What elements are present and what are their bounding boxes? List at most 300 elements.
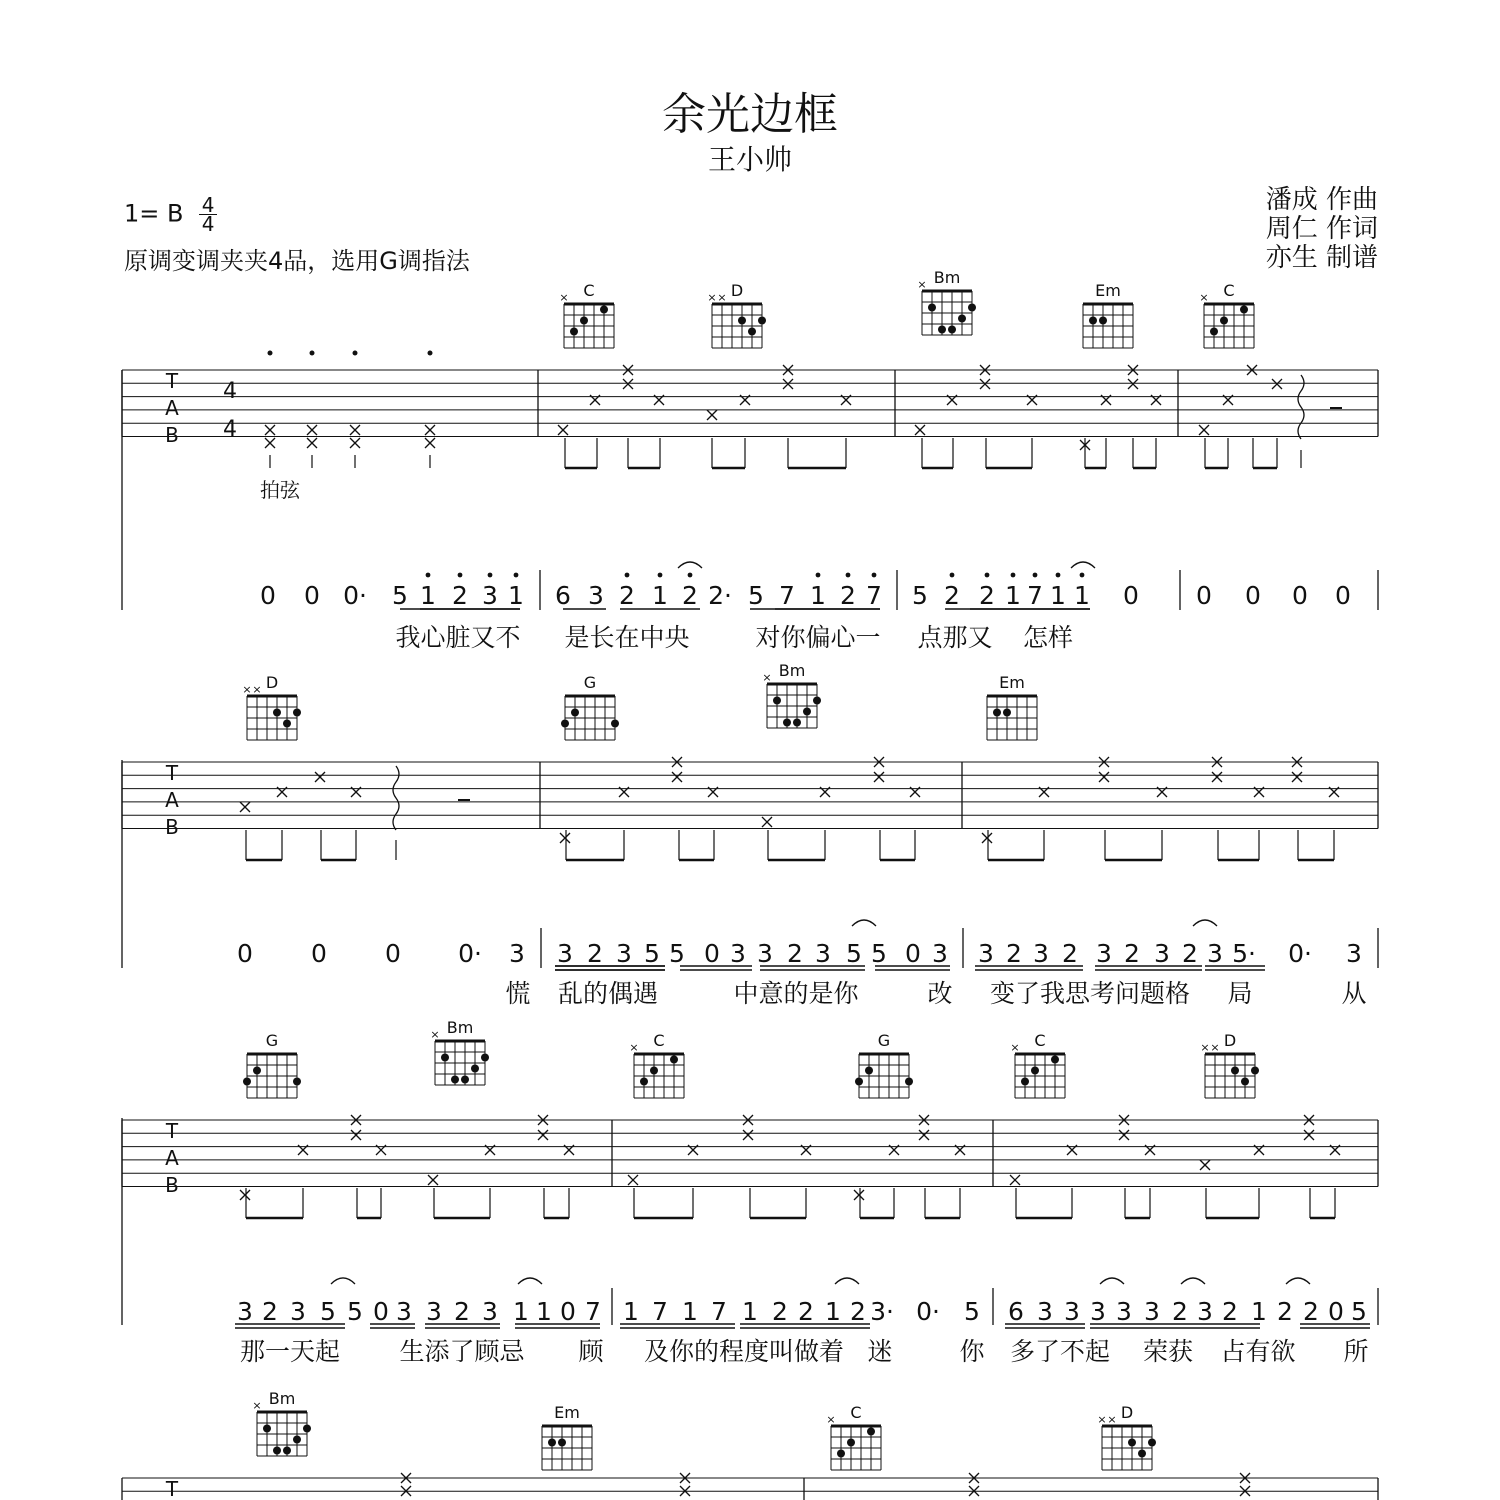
tab-note-x — [240, 1190, 250, 1200]
tab-label-t: T — [165, 1477, 179, 1500]
technique-label: 拍弦 — [260, 478, 300, 502]
jianpu-note: 0 — [1335, 581, 1351, 610]
tab-note-x — [428, 1175, 438, 1185]
chord-dot — [303, 1425, 311, 1433]
tie-arc — [1181, 1278, 1205, 1284]
octave-dot — [488, 573, 493, 578]
tie-arc — [1193, 920, 1217, 926]
lyric-line: 点那又 — [917, 623, 993, 652]
octave-dot — [1011, 573, 1016, 578]
jianpu-note: 3 — [1144, 1297, 1160, 1326]
chord-dot — [1089, 317, 1097, 325]
chord-dot — [905, 1078, 913, 1086]
jianpu-note: 2 — [262, 1297, 278, 1326]
rest-dot — [428, 351, 433, 356]
tab-label-t: T — [165, 1119, 179, 1143]
chord-name: G — [265, 1031, 279, 1050]
jianpu-note: 1 — [1074, 581, 1090, 610]
tab-note-x — [265, 438, 275, 448]
chord-dot — [461, 1076, 469, 1084]
jianpu-note: 7 — [585, 1297, 601, 1326]
jianpu-note: 3 — [396, 1297, 412, 1326]
jianpu-note: 2 — [850, 1297, 866, 1326]
tab-note-x — [1010, 1175, 1020, 1185]
tab-note-x — [1119, 1130, 1129, 1140]
jianpu-note: 0 — [237, 939, 253, 968]
tab-note-x — [425, 425, 435, 435]
jianpu-note: 1 — [825, 1297, 841, 1326]
chord-name: D — [730, 281, 744, 300]
jianpu-note: 2 — [1182, 939, 1198, 968]
jianpu-note: 3 — [1346, 939, 1362, 968]
chord-dot — [611, 720, 619, 728]
jianpu-note: 0 — [373, 1297, 389, 1326]
tab-note-x — [762, 817, 772, 827]
jianpu-note: 1 — [508, 581, 524, 610]
song-title: 余光边框 — [662, 89, 838, 140]
credit-lyricist: 周仁 作词 — [1265, 214, 1378, 244]
chord-name: Bm — [268, 1389, 296, 1408]
jianpu-note: 1 — [623, 1297, 639, 1326]
tie-arc — [678, 562, 702, 568]
tab-note-x — [240, 802, 250, 812]
chord-dot — [837, 1450, 845, 1458]
lyric-line: 迷 — [867, 1337, 893, 1366]
jianpu-note: 1 — [652, 581, 668, 610]
jianpu-note: 3 — [1037, 1297, 1053, 1326]
chord-dot — [1231, 1067, 1239, 1075]
chord-name: G — [877, 1031, 891, 1050]
jianpu-note: 2 — [1124, 939, 1140, 968]
lyric-line: 我心脏又不 — [395, 623, 521, 652]
lyric-line: 改 — [927, 979, 953, 1008]
chord-dot — [738, 317, 746, 325]
jianpu-note: 2 — [1303, 1297, 1319, 1326]
chord-dot — [293, 1078, 301, 1086]
chord-name: Bm — [933, 268, 961, 287]
tab-note-x — [538, 1130, 548, 1140]
jianpu-note: 3 — [1090, 1297, 1106, 1326]
chord-dot — [847, 1439, 855, 1447]
jianpu-note: 3 — [1116, 1297, 1132, 1326]
jianpu-note: 5 — [644, 939, 660, 968]
jianpu-note: 3 — [588, 581, 604, 610]
tab-note-x — [982, 833, 992, 843]
tie-arc — [1100, 1278, 1124, 1284]
chord-dot — [928, 304, 936, 312]
tab-note-x — [1200, 1160, 1210, 1170]
jianpu-note: 0· — [1288, 939, 1312, 968]
jianpu-note: 1 — [513, 1297, 529, 1326]
jianpu-note: 2· — [708, 581, 732, 610]
chord-muted-icon: × — [717, 291, 727, 304]
jianpu-note: 0 — [1196, 581, 1212, 610]
chord-muted-icon: × — [1200, 1041, 1210, 1054]
artist-name: 王小帅 — [707, 143, 792, 176]
chord-muted-icon: × — [1010, 1041, 1020, 1054]
chord-muted-icon: × — [1199, 291, 1209, 304]
chord-dot — [471, 1065, 479, 1073]
jianpu-note: 3 — [426, 1297, 442, 1326]
jianpu-note: 5 — [912, 581, 928, 610]
chord-dot — [948, 326, 956, 334]
chord-muted-icon: × — [559, 291, 569, 304]
tie-arc — [835, 1278, 859, 1284]
chord-dot — [558, 1439, 566, 1447]
chord-name: Bm — [446, 1018, 474, 1037]
jianpu-note: 7 — [652, 1297, 668, 1326]
tab-note-x — [980, 379, 990, 389]
jianpu-note: 5 — [846, 939, 862, 968]
jianpu-note: 2 — [979, 581, 995, 610]
chord-dot — [1099, 317, 1107, 325]
jianpu-note: 2 — [944, 581, 960, 610]
chord-muted-icon: × — [242, 683, 252, 696]
jianpu-note: 2 — [682, 581, 698, 610]
tie-arc — [331, 1278, 355, 1284]
jianpu-note: 5 — [748, 581, 764, 610]
chord-dot — [813, 697, 821, 705]
jianpu-note: 1 — [420, 581, 436, 610]
chord-dot — [273, 1447, 281, 1455]
chord-dot — [441, 1054, 449, 1062]
chord-muted-icon: × — [629, 1041, 639, 1054]
lyric-line: 怎样 — [1022, 623, 1074, 652]
chord-dot — [1210, 328, 1218, 336]
chord-dot — [773, 697, 781, 705]
jianpu-note: 7 — [711, 1297, 727, 1326]
chord-dot — [758, 317, 766, 325]
jianpu-note: 3 — [1154, 939, 1170, 968]
jianpu-note: 3 — [1033, 939, 1049, 968]
jianpu-note: 2 — [1006, 939, 1022, 968]
tie-arc — [518, 1278, 542, 1284]
jianpu-note: 0 — [311, 939, 327, 968]
jianpu-note: 5· — [1232, 939, 1256, 968]
jianpu-note: 0 — [1292, 581, 1308, 610]
chord-name: C — [1223, 281, 1235, 300]
chord-dot — [561, 720, 569, 728]
chord-dot — [1251, 1067, 1259, 1075]
jianpu-note: 2 — [454, 1297, 470, 1326]
jianpu-note: 0 — [260, 581, 276, 610]
chord-dot — [803, 708, 811, 716]
tab-note-x — [874, 772, 884, 782]
tab-label-b: B — [165, 1173, 179, 1197]
chord-dot — [273, 709, 281, 717]
tab-note-x — [265, 425, 275, 435]
rest-dot — [353, 351, 358, 356]
lyric-line: 那一天起 — [239, 1337, 341, 1366]
jianpu-note: 2 — [1277, 1297, 1293, 1326]
tab-note-x — [915, 425, 925, 435]
jianpu-note: 3 — [978, 939, 994, 968]
jianpu-note: 1 — [1251, 1297, 1267, 1326]
chord-dot — [1138, 1450, 1146, 1458]
credit-composer: 潘成 作曲 — [1265, 185, 1378, 215]
chord-dot — [865, 1067, 873, 1075]
chord-name: D — [1223, 1031, 1237, 1050]
octave-dot — [1033, 573, 1038, 578]
chord-dot — [993, 709, 1001, 717]
tab-note-x — [1199, 425, 1209, 435]
chord-dot — [1220, 317, 1228, 325]
jianpu-note: 0· — [916, 1297, 940, 1326]
tab-note-x — [1128, 379, 1138, 389]
tab-note-x — [560, 833, 570, 843]
lyric-line: 占有欲 — [1220, 1337, 1296, 1366]
tab-note-x — [351, 1130, 361, 1140]
tab-note-x — [672, 772, 682, 782]
jianpu-note: 3 — [1207, 939, 1223, 968]
tab-note-x — [623, 379, 633, 389]
jianpu-note: 5 — [1351, 1297, 1367, 1326]
chord-muted-icon: × — [707, 291, 717, 304]
jianpu-note: 0 — [1245, 581, 1261, 610]
chord-dot — [968, 304, 976, 312]
octave-dot — [458, 573, 463, 578]
jianpu-note: 5 — [320, 1297, 336, 1326]
chord-name: C — [850, 1403, 862, 1422]
jianpu-note: 1 — [810, 581, 826, 610]
chord-muted-icon: × — [1107, 1413, 1117, 1426]
tab-note-x — [1272, 379, 1282, 389]
tab-note-x — [1292, 772, 1302, 782]
rest-dot — [268, 351, 273, 356]
capo-note: 原调变调夹夹4品，选用G调指法 — [124, 247, 470, 275]
chord-dot — [1003, 709, 1011, 717]
chord-dot — [283, 720, 291, 728]
octave-dot — [816, 573, 821, 578]
chord-dot — [748, 328, 756, 336]
jianpu-note: 6 — [1008, 1297, 1024, 1326]
chord-muted-icon: × — [917, 278, 927, 291]
chord-dot — [600, 306, 608, 314]
octave-dot — [658, 573, 663, 578]
jianpu-note: 2 — [452, 581, 468, 610]
lyric-line: 是长在中央 — [564, 623, 690, 652]
tab-note-x — [1212, 772, 1222, 782]
chord-dot — [958, 315, 966, 323]
jianpu-note: 0· — [458, 939, 482, 968]
lyric-line: 荣获 — [1142, 1337, 1194, 1366]
jianpu-note: 0 — [704, 939, 720, 968]
octave-dot — [1080, 573, 1085, 578]
tab-label-t: T — [165, 761, 179, 785]
jianpu-note: 0 — [905, 939, 921, 968]
tab-note-x — [350, 438, 360, 448]
rest-dot — [310, 351, 315, 356]
chord-dot — [243, 1078, 251, 1086]
jianpu-note: 2 — [1172, 1297, 1188, 1326]
jianpu-note: 3· — [870, 1297, 894, 1326]
chord-dot — [481, 1054, 489, 1062]
jianpu-note: 3 — [290, 1297, 306, 1326]
chord-muted-icon: × — [762, 671, 772, 684]
jianpu-note: 3 — [730, 939, 746, 968]
credit-transcriber: 亦生 制谱 — [1265, 243, 1378, 273]
key-label: 1= B — [124, 199, 184, 228]
tab-note-x — [919, 1130, 929, 1140]
chord-name: D — [1120, 1403, 1134, 1422]
jianpu-note: 0 — [304, 581, 320, 610]
jianpu-note: 1 — [536, 1297, 552, 1326]
octave-dot — [872, 573, 877, 578]
arpeggio-icon — [1298, 375, 1304, 439]
tab-note-x — [307, 425, 317, 435]
chord-muted-icon: × — [1210, 1041, 1220, 1054]
jianpu-note: 0 — [1328, 1297, 1344, 1326]
tie-arc — [1071, 562, 1095, 568]
jianpu-note: 2 — [772, 1297, 788, 1326]
jianpu-note: 1 — [682, 1297, 698, 1326]
octave-dot — [514, 573, 519, 578]
octave-dot — [426, 573, 431, 578]
lyric-line: 顾 — [578, 1337, 604, 1366]
lyric-line: 多了不起 — [1009, 1337, 1111, 1366]
tab-label-a: A — [165, 396, 179, 420]
chord-name: G — [583, 673, 597, 692]
chord-dot — [670, 1056, 678, 1064]
tie-arc — [852, 920, 876, 926]
tab-note-x — [743, 1130, 753, 1140]
octave-dot — [688, 573, 693, 578]
jianpu-note: 2 — [1222, 1297, 1238, 1326]
jianpu-note: 3 — [1064, 1297, 1080, 1326]
chord-muted-icon: × — [252, 683, 262, 696]
jianpu-note: 3 — [557, 939, 573, 968]
jianpu-note: 3 — [815, 939, 831, 968]
tab-note-x — [307, 438, 317, 448]
jianpu-note: 0· — [343, 581, 367, 610]
chord-dot — [548, 1439, 556, 1447]
jianpu-note: 3 — [482, 581, 498, 610]
jianpu-note: 1 — [1005, 581, 1021, 610]
octave-dot — [625, 573, 630, 578]
lyric-line: 变了我思考问题格 — [989, 979, 1191, 1008]
tab-note-x — [315, 772, 325, 782]
jianpu-note: 0 — [560, 1297, 576, 1326]
tie-arc — [1286, 1278, 1310, 1284]
jianpu-note: 2 — [798, 1297, 814, 1326]
chord-name: Em — [999, 673, 1025, 692]
jianpu-note: 5 — [669, 939, 685, 968]
jianpu-note: 3 — [237, 1297, 253, 1326]
chord-dot — [570, 328, 578, 336]
jianpu-note: 0 — [1123, 581, 1139, 610]
chord-dot — [283, 1447, 291, 1455]
chord-name: D — [265, 673, 279, 692]
tab-time-bottom: 4 — [223, 417, 237, 442]
chord-dot — [1148, 1439, 1156, 1447]
jianpu-note: 7 — [779, 581, 795, 610]
lyric-line: 对你偏心一 — [755, 623, 881, 652]
tab-time-top: 4 — [223, 379, 237, 404]
time-signature: $\frac{4}{4}$ — [199, 196, 217, 233]
chord-name: C — [1034, 1031, 1046, 1050]
jianpu-note: 1 — [742, 1297, 758, 1326]
lyric-line: 及你的程度叫做着 — [643, 1337, 845, 1366]
jianpu-note: 3 — [932, 939, 948, 968]
chord-name: Bm — [778, 661, 806, 680]
chord-dot — [580, 317, 588, 325]
chord-dot — [1031, 1067, 1039, 1075]
tab-note-x — [425, 438, 435, 448]
jianpu-note: 2 — [840, 581, 856, 610]
jianpu-note: 5 — [392, 581, 408, 610]
lyric-line: 从 — [1341, 979, 1367, 1008]
jianpu-note: 1 — [1050, 581, 1066, 610]
chord-dot — [640, 1078, 648, 1086]
jianpu-note: 7 — [866, 581, 882, 610]
chord-dot — [867, 1428, 875, 1436]
chord-dot — [938, 326, 946, 334]
jianpu-note: 3 — [757, 939, 773, 968]
chord-dot — [783, 719, 791, 727]
tab-note-x — [558, 425, 568, 435]
chord-muted-icon: × — [252, 1399, 262, 1412]
chord-dot — [263, 1425, 271, 1433]
chord-dot — [793, 719, 801, 727]
jianpu-note: 3 — [1197, 1297, 1213, 1326]
chord-muted-icon: × — [826, 1413, 836, 1426]
tab-note-x — [783, 379, 793, 389]
octave-dot — [950, 573, 955, 578]
jianpu-note: 3 — [616, 939, 632, 968]
chord-dot — [855, 1078, 863, 1086]
chord-dot — [451, 1076, 459, 1084]
tab-note-x — [350, 425, 360, 435]
jianpu-note: 0 — [385, 939, 401, 968]
chord-dot — [571, 709, 579, 717]
jianpu-note: 5 — [964, 1297, 980, 1326]
chord-dot — [650, 1067, 658, 1075]
jianpu-note: 5 — [871, 939, 887, 968]
jianpu-note: 2 — [619, 581, 635, 610]
jianpu-note: 2 — [787, 939, 803, 968]
tab-label-a: A — [165, 1146, 179, 1170]
chord-muted-icon: × — [1097, 1413, 1107, 1426]
chord-dot — [1051, 1056, 1059, 1064]
chord-dot — [253, 1067, 261, 1075]
octave-dot — [985, 573, 990, 578]
chord-name: Em — [554, 1403, 580, 1422]
tab-label-b: B — [165, 423, 179, 447]
chord-dot — [293, 1436, 301, 1444]
tab-note-x — [1099, 772, 1109, 782]
jianpu-note: 2 — [1062, 939, 1078, 968]
chord-dot — [293, 709, 301, 717]
lyric-line: 局 — [1227, 979, 1253, 1008]
chord-name: C — [653, 1031, 665, 1050]
tab-label-b: B — [165, 815, 179, 839]
lyric-line: 慌 — [505, 979, 531, 1008]
lyric-line: 生添了顾忌 — [399, 1337, 525, 1366]
lyric-line: 乱的偶遇 — [557, 979, 659, 1008]
chord-muted-icon: × — [430, 1028, 440, 1041]
chord-dot — [1240, 306, 1248, 314]
tab-note-x — [707, 410, 717, 420]
chord-dot — [1241, 1078, 1249, 1086]
jianpu-note: 6 — [555, 581, 571, 610]
jianpu-note: 7 — [1027, 581, 1043, 610]
tab-label-t: T — [165, 369, 179, 393]
lyric-line: 中意的是你 — [733, 979, 859, 1008]
chord-dot — [1021, 1078, 1029, 1086]
chord-name: C — [583, 281, 595, 300]
tab-note-x — [628, 1175, 638, 1185]
tab-note-x — [854, 1190, 864, 1200]
